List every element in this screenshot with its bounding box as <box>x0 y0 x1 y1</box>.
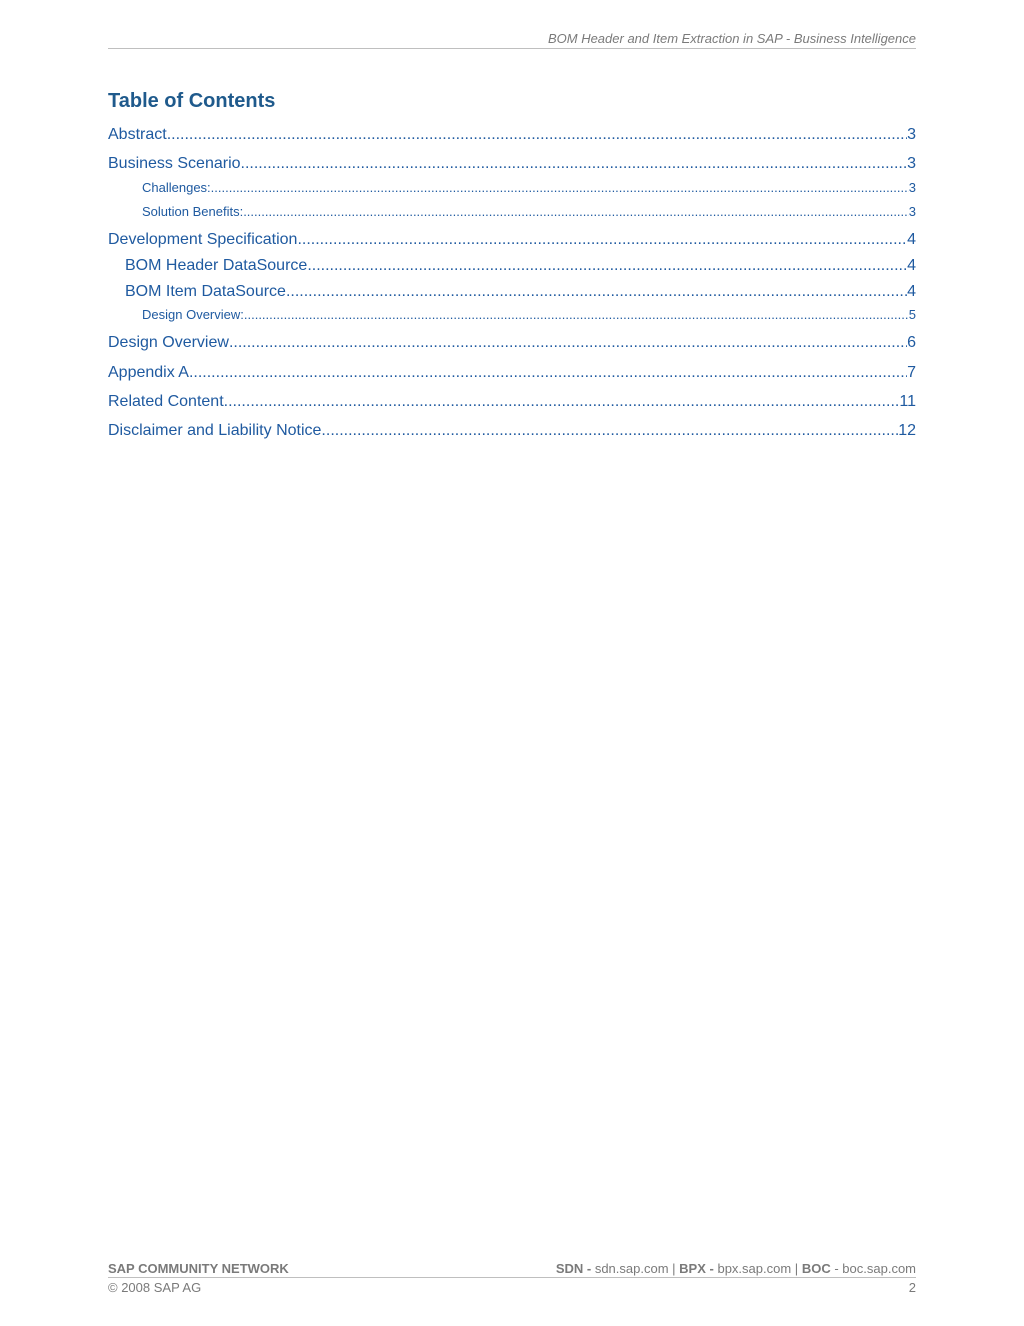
toc-entry-design-overview-sub[interactable] <box>142 307 916 322</box>
toc-title: Table of Contents <box>108 90 276 112</box>
toc-leader-dots <box>243 204 909 219</box>
bpx-label: BPX - <box>679 1261 714 1276</box>
toc-entry-challenges[interactable] <box>142 180 916 195</box>
bpx-link[interactable]: bpx.sap.com <box>717 1261 792 1276</box>
toc-leader-dots <box>189 364 907 382</box>
toc-entry-bom-header-datasource[interactable] <box>125 257 916 275</box>
toc-entry-label: Solution Benefits: <box>142 204 244 219</box>
toc-leader-dots <box>297 231 907 249</box>
toc-entry-label: Design Overview <box>108 334 229 351</box>
toc-entry-label: Business Scenario <box>108 155 241 172</box>
toc-entry-page: 4 <box>907 283 916 300</box>
toc-entry-disclaimer[interactable] <box>108 422 916 440</box>
toc-entry-page: 3 <box>907 155 916 172</box>
page-number: 2 <box>908 1280 916 1295</box>
toc-entry-page: 3 <box>908 180 916 195</box>
toc-entry-development-specification[interactable] <box>108 231 916 249</box>
toc-entry-label: Development Specification <box>108 231 298 248</box>
toc-entry-label: BOM Header DataSource <box>125 257 308 274</box>
toc-entry-label: Abstract <box>108 126 167 143</box>
toc-entry-page: 12 <box>898 422 916 439</box>
toc-entry-page: 4 <box>907 231 916 248</box>
toc-entry-label: Disclaimer and Liability Notice <box>108 422 322 439</box>
footer-dash: - <box>834 1261 839 1276</box>
toc-leader-dots <box>211 180 909 195</box>
toc-entry-bom-item-datasource[interactable] <box>125 283 916 301</box>
toc-entry-label: Challenges: <box>142 180 211 195</box>
toc-leader-dots <box>224 393 900 411</box>
toc-entry-appendix-a[interactable] <box>108 364 916 382</box>
toc-entry-business-scenario[interactable] <box>108 155 916 173</box>
toc-leader-dots <box>244 307 909 322</box>
toc-entry-page: 3 <box>908 204 916 219</box>
page-header <box>108 30 916 49</box>
toc-entry-page: 6 <box>907 334 916 351</box>
toc-entry-label: BOM Item DataSource <box>125 283 286 300</box>
toc-leader-dots <box>241 155 908 173</box>
toc-entry-label: Design Overview: <box>142 307 244 322</box>
toc-entry-design-overview[interactable] <box>108 334 916 352</box>
toc-leader-dots <box>229 334 907 352</box>
footer-top-row <box>108 1260 916 1278</box>
toc-entry-label: Appendix A <box>108 364 189 381</box>
page-footer <box>108 1260 916 1300</box>
sdn-link[interactable]: sdn.sap.com <box>594 1261 669 1276</box>
toc-entry-page: 4 <box>907 257 916 274</box>
toc-entry-page: 5 <box>908 307 916 322</box>
toc-leader-dots <box>307 257 907 275</box>
toc-leader-dots <box>321 422 898 440</box>
footer-links <box>556 1261 916 1276</box>
toc-leader-dots <box>167 126 907 144</box>
toc-entry-page: 11 <box>899 393 916 410</box>
toc-entry-solution-benefits[interactable] <box>142 204 916 219</box>
sdn-label: SDN - <box>555 1261 592 1276</box>
toc-entry-abstract[interactable] <box>108 126 916 144</box>
community-network-label: SAP COMMUNITY NETWORK <box>108 1261 289 1276</box>
boc-label: BOC <box>801 1261 831 1276</box>
boc-link[interactable]: boc.sap.com <box>842 1261 916 1276</box>
toc-leader-dots <box>286 283 907 301</box>
footer-separator: | <box>794 1261 799 1276</box>
toc-entry-related-content[interactable] <box>108 393 916 411</box>
toc-entry-label: Related Content <box>108 393 224 410</box>
toc-entry-page: 7 <box>907 364 916 381</box>
copyright-notice: © 2008 SAP AG <box>108 1280 202 1295</box>
document-title: BOM Header and Item Extraction in SAP - Business Intelligence <box>547 31 916 46</box>
toc-entry-page: 3 <box>907 126 916 143</box>
footer-separator: | <box>672 1261 676 1276</box>
